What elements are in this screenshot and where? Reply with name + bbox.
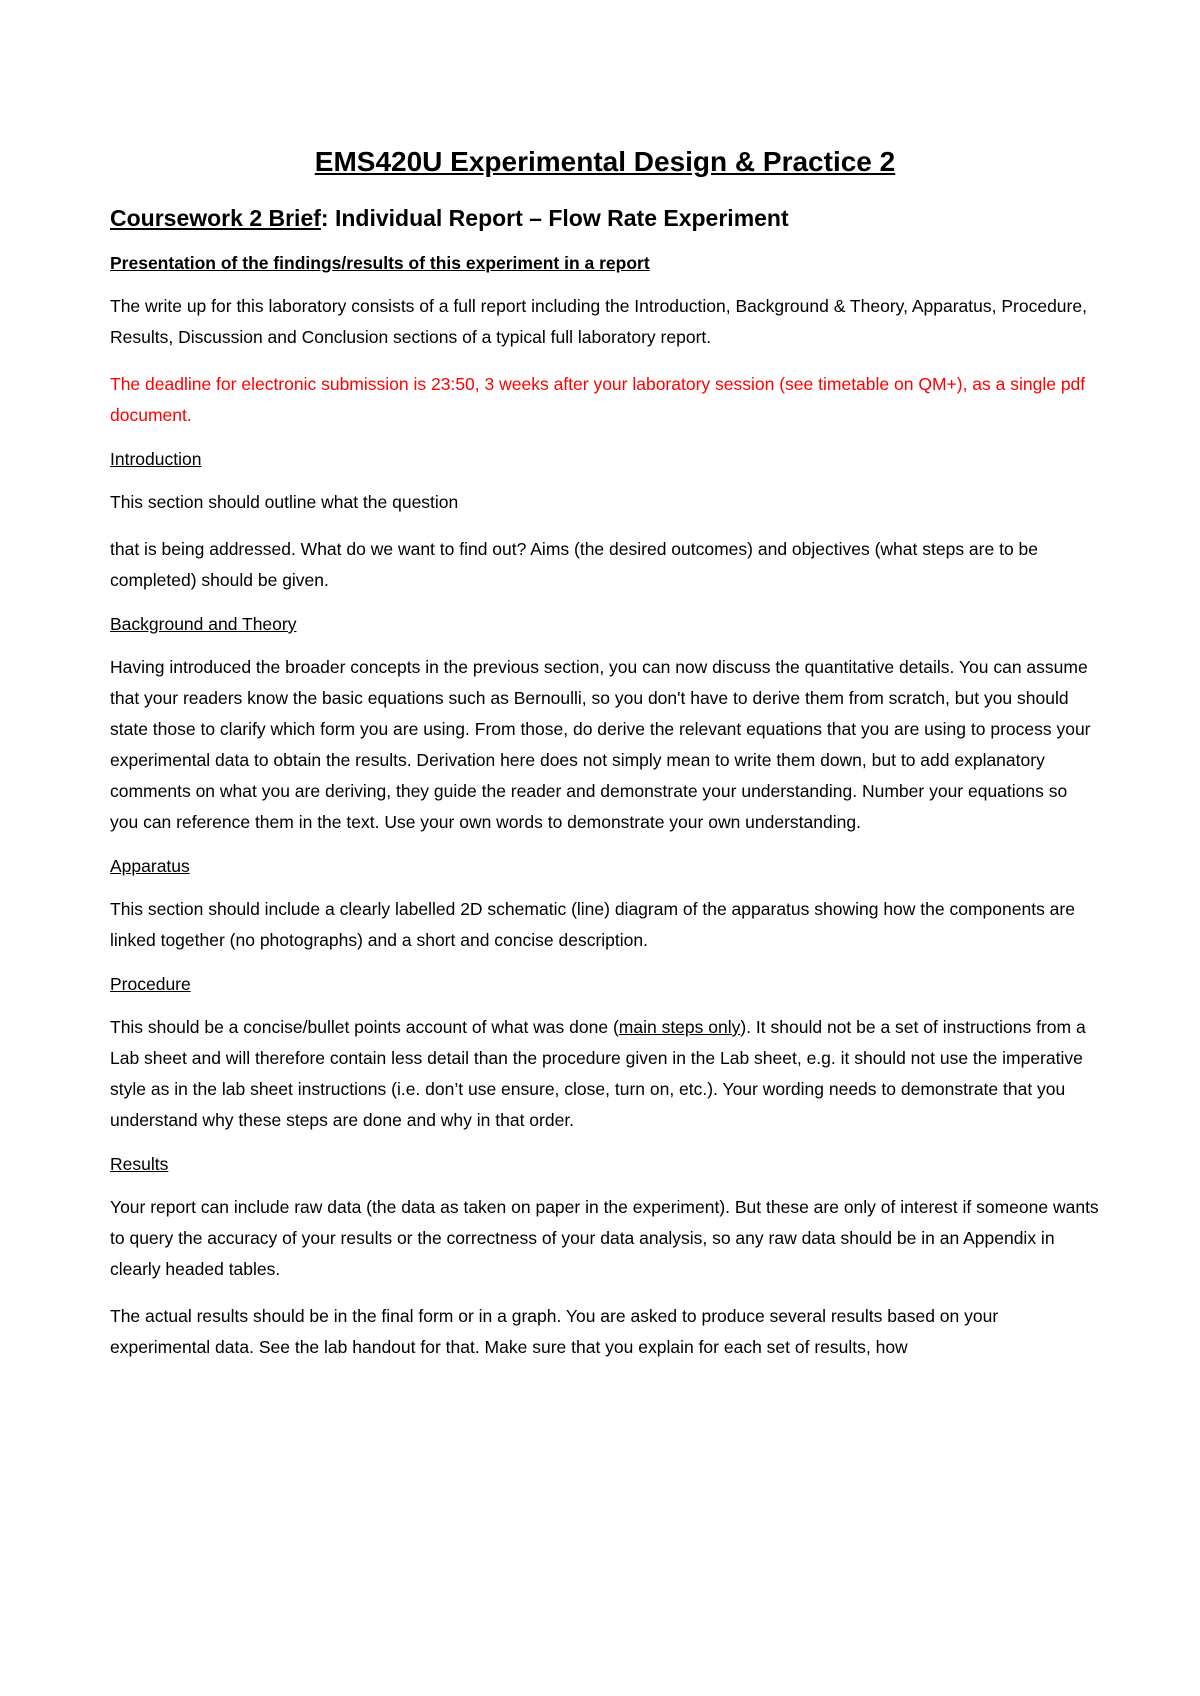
apparatus-heading: Apparatus (110, 856, 190, 876)
document-title: EMS420U Experimental Design & Practice 2 (314, 146, 896, 177)
procedure-paragraph (110, 1012, 1100, 1136)
results-heading: Results (110, 1154, 169, 1174)
presentation-heading: Presentation of the findings/results of this experiment in a report (110, 253, 650, 273)
introduction-paragraph-2: that is being addressed. What do we want to find out? Aims (the desired outcomes) and objectives (what steps are to be completed) should be given. (110, 539, 1039, 590)
procedure-text-before: This should be a concise/bullet points account of what was done ( (110, 1017, 619, 1037)
brief-title (110, 203, 1100, 233)
introduction-heading: Introduction (110, 449, 202, 469)
apparatus-paragraph: This section should include a clearly labelled 2D schematic (line) diagram of the apparatus showing how the components are linked together (no photographs) and a short and concise description. (110, 899, 1075, 950)
deadline-notice: The deadline for electronic submission is 23:50, 3 weeks after your laboratory session (see timetable on QM+), as a single pdf document. (110, 374, 1086, 425)
results-paragraph-2: The actual results should be in the final form or in a graph. You are asked to produce several results based on your experimental data. See the lab handout for that. Make sure that you explain for each set of results, how (110, 1306, 999, 1357)
background-paragraph: Having introduced the broader concepts in the previous section, you can now discuss the quantitative details. You can assume that your readers know the basic equations such as Bernoulli, so you don't have to derive them from scratch, but you should state those to clarify which form you are using. From those, do derive the relevant equations that you are using to process your experimental data to obtain the results. Derivation here does not simply mean to write them down, but to add explanatory comments on what you are deriving, they guide the reader and demonstrate your understanding. Number your equations so you can reference them in the text. Use your own words to demonstrate your own understanding. (110, 657, 1091, 832)
brief-label: Coursework 2 Brief (110, 205, 321, 231)
introduction-paragraph-1: This section should outline what the question (110, 492, 459, 512)
intro-paragraph: The write up for this laboratory consists of a full report including the Introduction, Background & Theory, Apparatus, Procedure, Results, Discussion and Conclusion sections of a typical full laboratory report. (110, 296, 1087, 347)
document-page (110, 145, 1100, 1379)
procedure-main-steps: main steps only (618, 1017, 741, 1037)
procedure-heading: Procedure (110, 974, 191, 994)
brief-rest: : Individual Report – Flow Rate Experiment (320, 205, 789, 231)
procedure-text-after: ). It should not be a set of instructions from a Lab sheet and will therefore contain less detail than the procedure given in the Lab sheet, e.g. it should not use the imperative style as in the lab sheet instructions (i.e. don’t use ensure, close, turn on, etc.). Your wording needs to demonstrate that you understand why these steps are done and why in that order. (110, 1017, 1086, 1130)
results-paragraph-1: Your report can include raw data (the data as taken on paper in the experiment). But these are only of interest if someone wants to query the accuracy of your results or the correctness of your data analysis, so any raw data should be in an Appendix in clearly headed tables. (110, 1197, 1099, 1279)
background-heading: Background and Theory (110, 614, 297, 634)
